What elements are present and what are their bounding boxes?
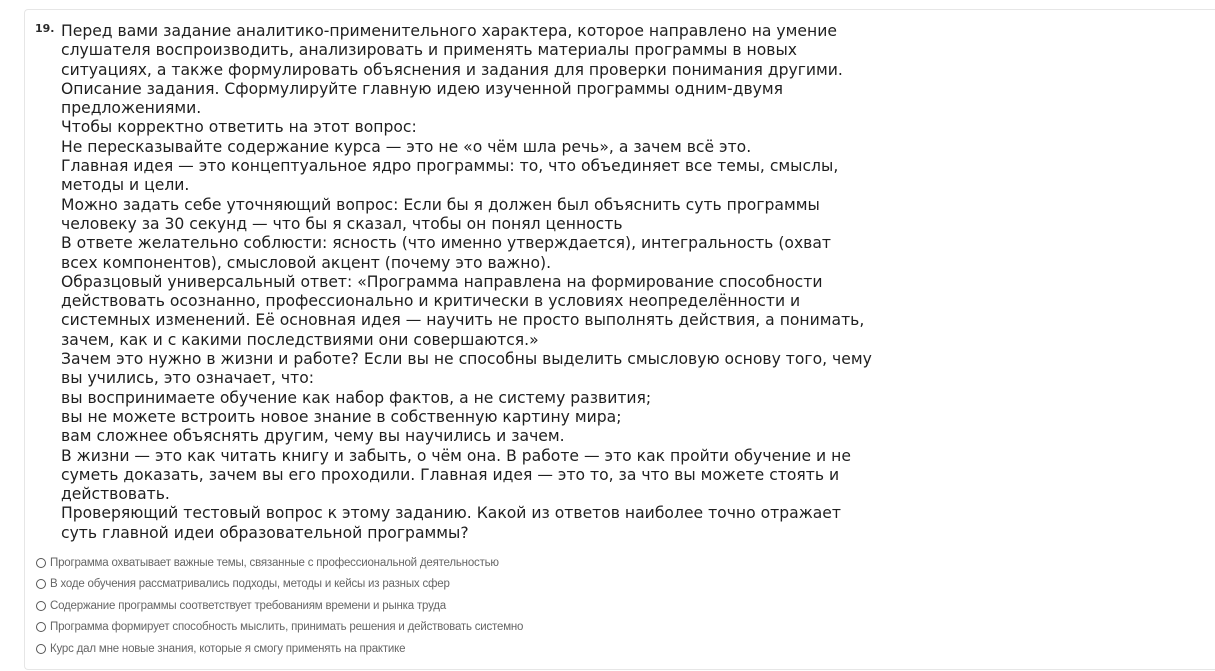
question-line: Можно задать себе уточняющий вопрос: Если бы я должен был объяснить суть программы [61,195,820,214]
question-line: ситуациях, а также формулировать объяснения и задания для проверки понимания другими. [61,60,843,79]
answer-option-3[interactable] [36,595,523,617]
question-line: методы и цели. [61,176,190,195]
answer-option-label[interactable]: Программа формирует способность мыслить, принимать решения и действовать системно [50,621,524,634]
question-line: вам сложнее объяснять другим, чему вы научились и зачем. [61,427,565,446]
question-line: Главная идея — это концептуальное ядро программы: то, что объединяет все темы, смыслы, [61,157,839,176]
question-text [61,22,941,543]
answer-option-label[interactable]: Программа охватывает важные темы, связанные с профессиональной деятельностью [50,556,499,569]
answer-option-label[interactable]: В ходе обучения рассматривались подходы, методы и кейсы из разных сфер [50,578,450,591]
answer-options [36,552,523,660]
question-line: вы не можете встроить новое знание в собственную картину мира; [61,407,622,426]
question-line: Описание задания. Сформулируйте главную идею изученной программы одним-двумя [61,79,784,98]
radio-button[interactable] [36,579,46,589]
question-line: действовать осознанно, профессионально и критически в условиях неопределённости и [61,292,801,311]
question-line: всех компонентов), смысловой акцент (почему это важно). [61,253,552,272]
question-line: В ответе желательно соблюсти: ясность (что именно утверждается), интегральность (охват [61,234,832,253]
question-line: суть главной идеи образовательной программы? [61,523,469,542]
answer-option-2[interactable] [36,574,523,596]
answer-option-1[interactable] [36,552,523,574]
question-line: слушателя воспроизводить, анализировать и применять материалы программы в новых [61,41,798,60]
question-line: В жизни — это как читать книгу и забыть, о чём она. В работе — это как пройти обучение и не [61,446,851,465]
question-line: Не пересказывайте содержание курса — это не «о чём шла речь», а зачем всё это. [61,137,752,156]
answer-option-label[interactable]: Содержание программы соответствует требованиям времени и рынка труда [50,599,446,612]
question-line: вы учились, это означает, что: [61,369,314,388]
question-line: человеку за 30 секунд — что бы я сказал, чтобы он понял ценность [61,214,623,233]
answer-option-4[interactable] [36,617,523,639]
question-line: действовать. [61,485,170,504]
radio-button[interactable] [36,601,46,611]
question-line: зачем, как и с какими последствиями они совершаются.» [61,330,539,349]
question-line: Образцовый универсальный ответ: «Программа направлена на формирование способности [61,272,823,291]
question-line: Чтобы корректно ответить на этот вопрос: [61,118,417,137]
answer-option-5[interactable] [36,638,523,660]
question-line: предложениями. [61,99,202,118]
question-line: Перед вами задание аналитико-применительного характера, которое направлено на умение [61,22,837,40]
question-number: 19. [35,22,55,35]
answer-option-label[interactable]: Курс дал мне новые знания, которые я смогу применять на практике [50,642,406,655]
radio-button[interactable] [36,644,46,654]
question-line: Зачем это нужно в жизни и работе? Если вы не способны выделить смысловую основу того, чему [61,350,872,369]
question-line: Проверяющий тестовый вопрос к этому заданию. Какой из ответов наиболее точно отражает [61,504,841,523]
question-line: суметь доказать, зачем вы его проходили. Главная идея — это то, за что вы можете стоять и [61,465,840,484]
radio-button[interactable] [36,558,46,568]
question-line: системных изменений. Её основная идея — научить не просто выполнять действия, а понимать, [61,311,865,330]
question-line: вы воспринимаете обучение как набор фактов, а не систему развития; [61,388,652,407]
radio-button[interactable] [36,622,46,632]
